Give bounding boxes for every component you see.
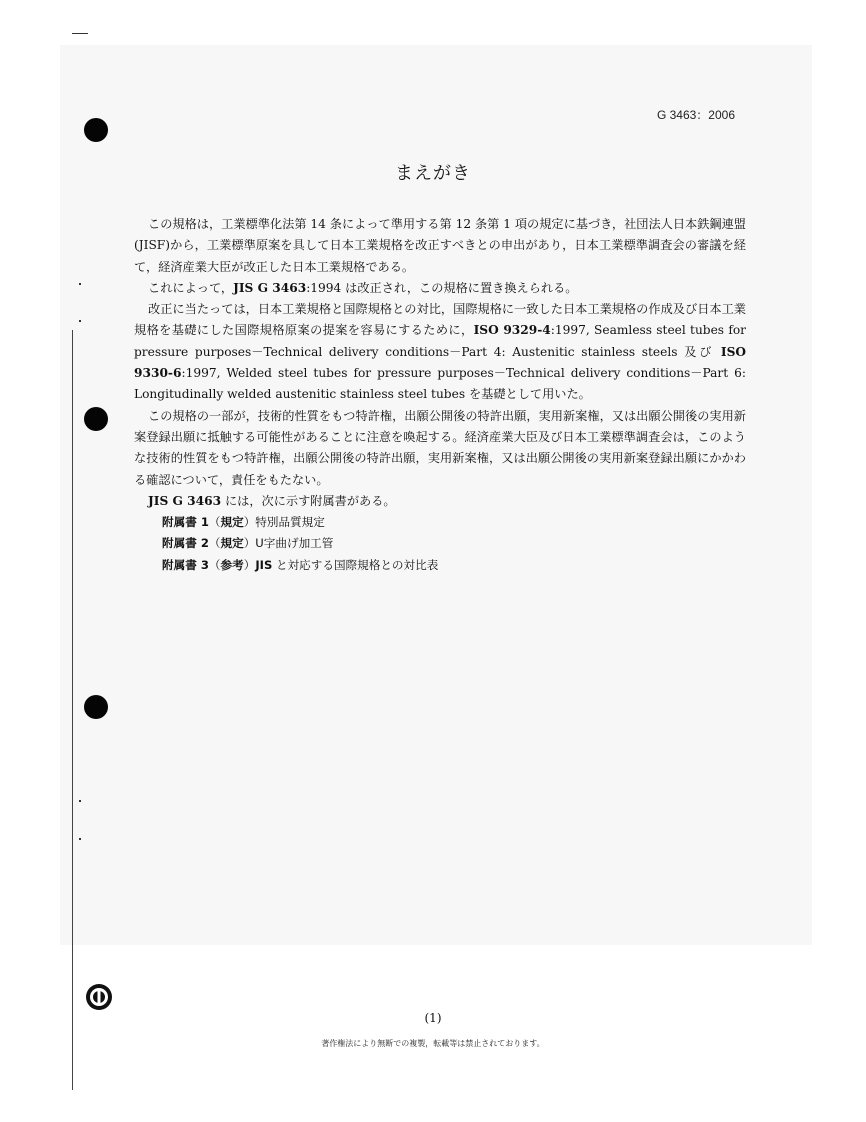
text-run: ） xyxy=(243,557,256,572)
standard-number: G 3463：2006 xyxy=(656,108,735,122)
scan-edge-line xyxy=(72,330,73,1090)
text-run: この規格の一部が，技術的性質をもつ特許権，出願公開後の特許出願，実用新案権，又は出願公開後の実用新案登録出願に抵触する可能性があることに注意を喚起する。経済産業大臣及び日本工業標準調査会は，このような技術的性質をもつ特許権，出願公開後の特許出願，実用新案権，又は出願公開後の実用新案登録出願にかかわる確認について，責任をもたない。 xyxy=(134,408,746,487)
jsa-seal-logo xyxy=(84,982,114,1012)
paragraph-patent-notice xyxy=(134,406,746,491)
scan-dot xyxy=(79,800,81,802)
text-run: この規格は，工業標準化法第 14 条によって準用する第 12 条第 1 項の規定に基づき，社団法人日本鉄鋼連盟(JISF)から，工業標準原案を具して日本工業規格を改正すべきとの申出があり，日本工業標準調査会の審議を経て，経済産業大臣が改正した日本工業規格である。 xyxy=(134,217,746,274)
text-run: :1997, Seamless steel tubes for pressure purposes－Technical delivery conditions－Part 4: Austenitic stainless steels 及び xyxy=(134,323,746,359)
text-run: これによって， xyxy=(148,280,234,295)
annex-item-2 xyxy=(134,533,746,554)
text-run: JIS xyxy=(255,557,273,572)
text-run: ）特別品質規定 xyxy=(243,515,325,530)
text-run: （ xyxy=(208,557,221,572)
text-run: 附属書 3 xyxy=(162,557,209,572)
preface-body xyxy=(134,214,746,576)
scan-dot xyxy=(79,838,81,840)
text-run: には，次に示す附属書がある。 xyxy=(221,493,396,508)
text-run: （ xyxy=(208,536,221,551)
text-run: 附属書 2 xyxy=(162,536,209,551)
punch-hole-bottom xyxy=(84,695,108,719)
text-run: 改正に当たっては，日本工業規格と国際規格との対比，国際規格に一致した日本工業規格の作成及び日本工業規格を基礎にした国際規格原案の提案を容易にするために， xyxy=(134,302,746,338)
text-run: と対応する国際規格との対比表 xyxy=(272,557,439,572)
text-run: JIS G 3463 xyxy=(148,493,222,508)
annex-item-1 xyxy=(134,512,746,533)
paragraph-annex-intro xyxy=(134,491,746,512)
scan-mark xyxy=(72,33,88,34)
text-run: 参考 xyxy=(220,557,244,572)
text-run: 規定 xyxy=(220,515,244,530)
page-title: まえがき xyxy=(395,163,471,184)
scan-dot xyxy=(79,283,81,285)
scan-dot xyxy=(79,320,81,322)
text-run: ISO 9330-6 xyxy=(134,344,746,381)
text-run: :1994 は改正され，この規格に置き換えられる。 xyxy=(306,280,578,295)
text-run: JIS G 3463 xyxy=(233,280,307,295)
text-run: 附属書 1 xyxy=(162,515,209,530)
annex-item-3 xyxy=(134,555,746,576)
paragraph-purpose xyxy=(134,214,746,278)
text-run: 規定 xyxy=(220,536,244,551)
punch-hole-top xyxy=(84,118,108,142)
text-run: ）U字曲げ加工管 xyxy=(243,536,334,551)
text-run: （ xyxy=(208,515,221,530)
paragraph-replacement xyxy=(134,278,746,299)
copyright-notice: 著作権法により無断での複製，転載等は禁止されております。 xyxy=(321,1039,545,1048)
paragraph-international xyxy=(134,299,746,405)
text-run: ISO 9329-4 xyxy=(473,323,551,338)
punch-hole-middle xyxy=(84,407,108,431)
page-number: (1) xyxy=(424,1011,442,1025)
text-run: :1997, Welded steel tubes for pressure purposes－Technical delivery conditions－Part 6: Longitudinally welded austenitic stainless steel tubes を基礎として用いた。 xyxy=(134,366,746,402)
